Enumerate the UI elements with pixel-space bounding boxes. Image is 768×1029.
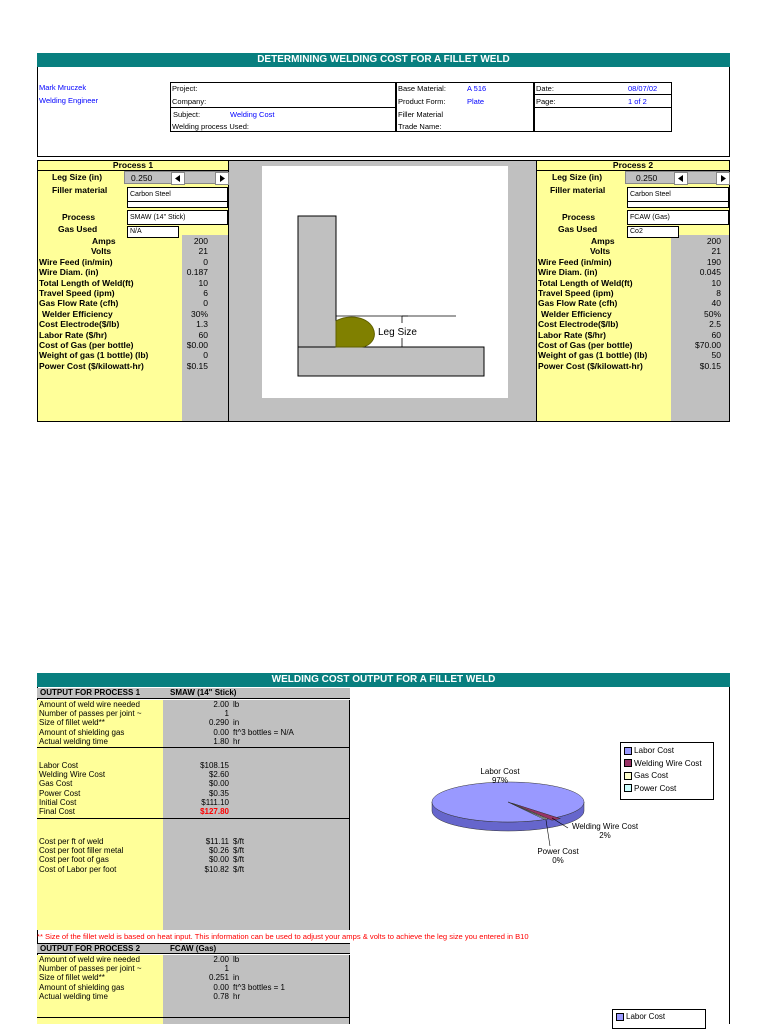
output-row-label: Size of fillet weld**	[39, 973, 105, 983]
output-row-value: $0.35	[208, 788, 229, 798]
fillet-joint-svg	[262, 166, 508, 398]
author-title: Welding Engineer	[39, 96, 99, 105]
output-row-label: Amount of shielding gas	[39, 982, 125, 992]
process2-row	[537, 361, 729, 371]
process1-process-select[interactable]: SMAW (14" Stick)	[127, 210, 228, 225]
process2-row-value[interactable]: 21	[711, 246, 721, 257]
output-row-unit: $/ft	[233, 855, 245, 865]
leg-size-label: Leg Size	[378, 327, 417, 338]
subject-value[interactable]: Welding Cost	[230, 110, 275, 119]
process1-row-label: Cost Electrode($/lb)	[39, 319, 120, 330]
process1-leg-increase-arrow[interactable]	[215, 172, 229, 185]
output-row-value: $0.00	[208, 855, 229, 865]
process2-row-value[interactable]: 60	[711, 329, 721, 340]
legend-label: Labor Cost	[634, 746, 675, 755]
pie-percent-label: 2%	[599, 831, 611, 840]
output-row	[37, 865, 350, 874]
output-p1-process: SMAW (14" Stick)	[170, 688, 237, 697]
output-row-label: Welding Wire Cost	[39, 770, 106, 780]
horizontal-plate	[298, 347, 484, 376]
legend-label: Welding Wire Cost	[634, 758, 702, 768]
process2-row	[537, 330, 729, 340]
fillet-weld-bead	[336, 317, 374, 347]
process2-row-label: Wire Feed (in/min)	[538, 256, 612, 267]
process2-row-label: Labor Rate ($/hr)	[538, 329, 607, 340]
process2-row-value[interactable]: 10	[711, 277, 721, 288]
process1-row	[38, 236, 228, 246]
filler-material-label: Filler Material	[398, 110, 444, 119]
process1-row	[38, 267, 228, 277]
process2-row-value[interactable]: $0.15	[699, 360, 721, 371]
legend-swatch	[624, 772, 632, 780]
product-form-label: Product Form:	[398, 97, 446, 106]
output-row-unit: $/ft	[233, 837, 245, 847]
process2-process-label: Process	[562, 212, 596, 222]
process1-row-value[interactable]: 6	[203, 287, 208, 298]
output-row	[37, 718, 350, 727]
process1-row-label: Total Length of Weld(ft)	[39, 277, 134, 288]
process1-row-value[interactable]: 1.3	[196, 319, 208, 330]
author-name: Mark Mruczek	[39, 83, 87, 92]
process2-row-value[interactable]: 200	[706, 236, 721, 246]
output-p2-block	[37, 955, 350, 1001]
company-label: Company:	[172, 97, 207, 106]
date-label: Date:	[536, 84, 554, 93]
legend-item	[624, 758, 710, 771]
final-cost-row	[37, 807, 350, 816]
process1-leg-size-value: 0.250	[131, 173, 153, 183]
output-row	[37, 789, 350, 798]
process2-row-label: Power Cost ($/kilowatt-hr)	[538, 360, 643, 371]
process1-header: Process 1	[37, 160, 229, 171]
process1-row-label: Volts	[91, 246, 112, 257]
process1-row	[38, 350, 228, 360]
process1-row	[38, 330, 228, 340]
process1-row-value[interactable]: 10	[198, 277, 208, 288]
process2-row	[537, 350, 729, 360]
process2-row-label: Volts	[590, 246, 611, 257]
process2-filler-label: Filler material	[550, 185, 606, 195]
process1-filler-select[interactable]: Carbon Steel	[127, 187, 228, 202]
output-row-value: $111.10	[201, 797, 229, 807]
process2-row-value[interactable]: 8	[716, 287, 721, 298]
process1-row	[38, 340, 228, 350]
process1-row	[38, 288, 228, 298]
legend-item	[624, 783, 710, 796]
output-row	[37, 700, 350, 709]
process1-row-label: Cost of Gas (per bottle)	[39, 339, 134, 350]
output-row-label: Gas Cost	[39, 779, 73, 789]
process1-row-label: Labor Rate ($/hr)	[39, 329, 108, 340]
pie-label: Welding Wire Cost	[571, 822, 639, 831]
process1-row-value[interactable]: $0.15	[186, 360, 208, 371]
output-row	[37, 846, 350, 855]
subject-label: Subject:	[173, 110, 201, 119]
process1-row-value[interactable]: 0.187	[186, 267, 208, 278]
process2-row-value[interactable]: 190	[706, 256, 721, 267]
output-row	[37, 728, 350, 737]
output-row	[37, 983, 350, 992]
output-row-unit: lb	[233, 955, 240, 964]
output-row	[37, 973, 350, 982]
process1-process-label: Process	[62, 212, 96, 222]
process1-row	[38, 298, 228, 308]
final-cost-value: $127.80	[200, 806, 229, 816]
output-p2-header: OUTPUT FOR PROCESS 2	[40, 944, 141, 953]
process1-row-value[interactable]: 0	[203, 256, 208, 267]
process1-row-value[interactable]: 0	[203, 350, 208, 361]
process2-rows	[537, 236, 729, 371]
date-value[interactable]: 08/07/02	[628, 84, 658, 93]
output-row-label: Amount of shielding gas	[39, 727, 125, 737]
pie-percent-label: 0%	[552, 856, 564, 865]
process2-row-value[interactable]: 0.045	[699, 267, 721, 278]
process2-leg-size-label: Leg Size (in)	[552, 172, 603, 182]
legend-swatch	[624, 784, 632, 792]
legend-item	[624, 745, 710, 758]
output-row-unit: in	[233, 973, 240, 983]
joint-diagram-canvas	[262, 166, 508, 398]
output-row-value: $10.82	[204, 864, 229, 874]
process1-row-value[interactable]: 30%	[190, 308, 208, 319]
process1-row-label: Travel Speed (ipm)	[39, 287, 115, 298]
output-row-label: Power Cost	[39, 788, 81, 798]
output-row-label: Cost per foot filler metal	[39, 846, 124, 856]
output-row-value: 0.78	[213, 991, 229, 1001]
output-row-value: 2.00	[213, 955, 229, 964]
output-row-value: $11.11	[205, 837, 229, 847]
process2-row-value[interactable]: 2.5	[709, 319, 721, 330]
pie-percent-label: 97%	[491, 776, 509, 785]
output-row-label: Amount of weld wire needed	[39, 700, 140, 709]
process1-row-label: Wire Feed (in/min)	[39, 256, 113, 267]
process2-row-value[interactable]: 50	[711, 350, 721, 361]
final-cost-label: Final Cost	[39, 806, 76, 816]
process1-rows	[38, 236, 228, 371]
process2-row-label: Welder Efficiency	[541, 308, 612, 319]
output-row-unit: in	[233, 718, 240, 728]
output-row-label: Number of passes per joint ~	[39, 709, 142, 719]
output-row-value: 0.00	[213, 727, 229, 737]
legend-swatch	[624, 747, 632, 755]
process1-gas-select[interactable]: N/A	[127, 226, 179, 238]
output-row-label: Cost per ft of weld	[39, 837, 104, 847]
output-row-value: $0.00	[208, 779, 229, 789]
output-row-value: $108.15	[200, 760, 229, 770]
process2-row-label: Cost of Gas (per bottle)	[538, 339, 633, 350]
output-row-label: Labor Cost	[39, 760, 79, 770]
output-row	[37, 770, 350, 779]
process1-gas-label: Gas Used	[58, 224, 98, 234]
process1-row-label: Weight of gas (1 bottle) (lb)	[39, 350, 149, 361]
output-row	[37, 709, 350, 718]
page-label: Page:	[536, 97, 556, 106]
legend-label: Gas Cost	[634, 771, 669, 780]
pie-legend-2	[612, 1009, 706, 1029]
output-title: WELDING COST OUTPUT FOR A FILLET WELD	[37, 673, 730, 687]
project-label: Project:	[172, 84, 198, 93]
process1-leg-size-label: Leg Size (in)	[52, 172, 103, 182]
process1-row-value[interactable]: 21	[198, 246, 208, 257]
process1-leg-decrease-arrow[interactable]	[171, 172, 185, 185]
process2-leg-increase-arrow[interactable]	[716, 172, 730, 185]
input-sheet-title: DETERMINING WELDING COST FOR A FILLET WELD	[37, 53, 730, 67]
output-p2-process: FCAW (Gas)	[170, 944, 217, 953]
process2-row	[537, 309, 729, 319]
process1-row	[38, 361, 228, 371]
process2-row	[537, 298, 729, 308]
output-row	[37, 779, 350, 788]
output-row-value: 1.80	[213, 736, 229, 746]
output-row-label: Cost per foot of gas	[39, 855, 109, 865]
pie-label: Labor Cost	[480, 767, 520, 776]
process1-row-label: Power Cost ($/kilowatt-hr)	[39, 360, 144, 371]
process1-row-value[interactable]: $0.00	[186, 339, 208, 350]
base-material-value[interactable]: A 516	[467, 84, 487, 93]
process2-row-value[interactable]: $70.00	[695, 339, 721, 350]
process2-row-label: Cost Electrode($/lb)	[538, 319, 619, 330]
output-p2-header-row	[37, 943, 350, 954]
output-row	[37, 992, 350, 1001]
output-row-label: Cost of Labor per foot	[39, 864, 117, 874]
output-row	[37, 964, 350, 973]
base-material-label: Base Material:	[398, 84, 446, 93]
process2-gas-select[interactable]: Co2	[627, 226, 679, 238]
output-row-unit: $/ft	[233, 846, 245, 856]
page-value: 1 of 2	[628, 97, 647, 106]
output-row	[37, 737, 350, 746]
process1-row-label: Amps	[92, 236, 116, 246]
process2-row-label: Travel Speed (ipm)	[538, 287, 614, 298]
process2-row	[537, 236, 729, 246]
output-row-value: $2.60	[208, 770, 229, 780]
process1-row-value[interactable]: 60	[198, 329, 208, 340]
output-row-value: 1	[224, 709, 229, 719]
process2-row-value[interactable]: 50%	[703, 308, 721, 319]
output-row-value: $0.26	[208, 846, 229, 856]
process2-row	[537, 340, 729, 350]
legend-item	[624, 770, 710, 783]
output-row	[37, 855, 350, 864]
process1-row-label: Welder Efficiency	[42, 308, 113, 319]
process1-leg-size-field[interactable]	[124, 171, 228, 184]
output-row-value: 0.00	[213, 982, 229, 992]
output-row-label: Actual welding time	[39, 991, 108, 1001]
process1-row-value[interactable]: 200	[193, 236, 208, 246]
process2-filler-select[interactable]: Carbon Steel	[627, 187, 729, 202]
process1-filler-label: Filler material	[52, 185, 108, 195]
process2-row-label: Amps	[591, 236, 615, 246]
process1-row	[38, 246, 228, 256]
process2-row-label: Wire Diam. (in)	[538, 267, 598, 278]
output-row-value: 2.00	[213, 700, 229, 709]
output-row-label: Amount of weld wire needed	[39, 955, 140, 964]
pie-label: Power Cost	[537, 847, 579, 856]
process2-gas-label: Gas Used	[558, 224, 598, 234]
welding-process-used-label: Welding process Used:	[172, 122, 249, 131]
output-row-label: Number of passes per joint ~	[39, 964, 142, 974]
process2-row-label: Gas Flow Rate (cfh)	[538, 298, 618, 309]
process2-row-value[interactable]: 40	[711, 298, 721, 309]
output-row	[37, 798, 350, 807]
legend2-labor-label: Labor Cost	[626, 1012, 666, 1021]
process1-row	[38, 309, 228, 319]
output-p1-header-row	[37, 688, 350, 699]
process2-row	[537, 288, 729, 298]
output-row-value: 0.251	[208, 973, 229, 983]
product-form-value[interactable]: Plate	[467, 97, 485, 106]
process1-row	[38, 319, 228, 329]
process1-row-value[interactable]: 0	[203, 298, 208, 309]
process1-row	[38, 257, 228, 267]
output-row	[37, 837, 350, 846]
output-row-label: Size of fillet weld**	[39, 718, 105, 728]
output-row-unit: ft^3 bottles = N/A	[233, 727, 294, 737]
process1-row-label: Gas Flow Rate (cfh)	[39, 298, 119, 309]
process2-row	[537, 267, 729, 277]
output-row-label: Actual welding time	[39, 736, 108, 746]
process2-leg-size-value: 0.250	[636, 173, 658, 183]
process2-leg-decrease-arrow[interactable]	[674, 172, 688, 185]
output-row-unit: ft^3 bottles = 1	[233, 982, 286, 992]
output-p1-header: OUTPUT FOR PROCESS 1	[40, 688, 141, 697]
output-p1-block	[37, 700, 350, 874]
process2-row	[537, 246, 729, 256]
process2-row	[537, 319, 729, 329]
process2-row	[537, 278, 729, 288]
output-row-unit: lb	[233, 700, 240, 709]
output-row	[37, 761, 350, 770]
output-row-value: 1	[224, 964, 229, 974]
process2-row-label: Total Length of Weld(ft)	[538, 277, 633, 288]
trade-name-label: Trade Name:	[398, 122, 442, 131]
process1-row-label: Wire Diam. (in)	[39, 267, 99, 278]
legend2-swatch-labor	[616, 1013, 624, 1021]
process2-process-select[interactable]: FCAW (Gas)	[627, 210, 729, 225]
legend-swatch	[624, 759, 632, 767]
output-row-unit: hr	[233, 991, 241, 1001]
process2-header: Process 2	[536, 160, 730, 171]
fillet-size-note: ** Size of the fillet weld is based on heat input. This information can be used to adjust your amps & volts to achieve the leg size you entered in B10	[37, 932, 529, 941]
vertical-plate	[298, 216, 336, 356]
output-row-unit: $/ft	[233, 864, 245, 874]
process2-leg-size-field[interactable]	[625, 171, 729, 184]
output-row-label: Initial Cost	[39, 797, 77, 807]
process2-row-label: Weight of gas (1 bottle) (lb)	[538, 350, 648, 361]
pie-legend	[620, 742, 714, 800]
process1-row	[38, 278, 228, 288]
output-row-unit: hr	[233, 736, 241, 746]
legend-label: Power Cost	[634, 783, 677, 793]
process2-row	[537, 257, 729, 267]
output-row	[37, 955, 350, 964]
output-row-value: 0.290	[208, 718, 229, 728]
